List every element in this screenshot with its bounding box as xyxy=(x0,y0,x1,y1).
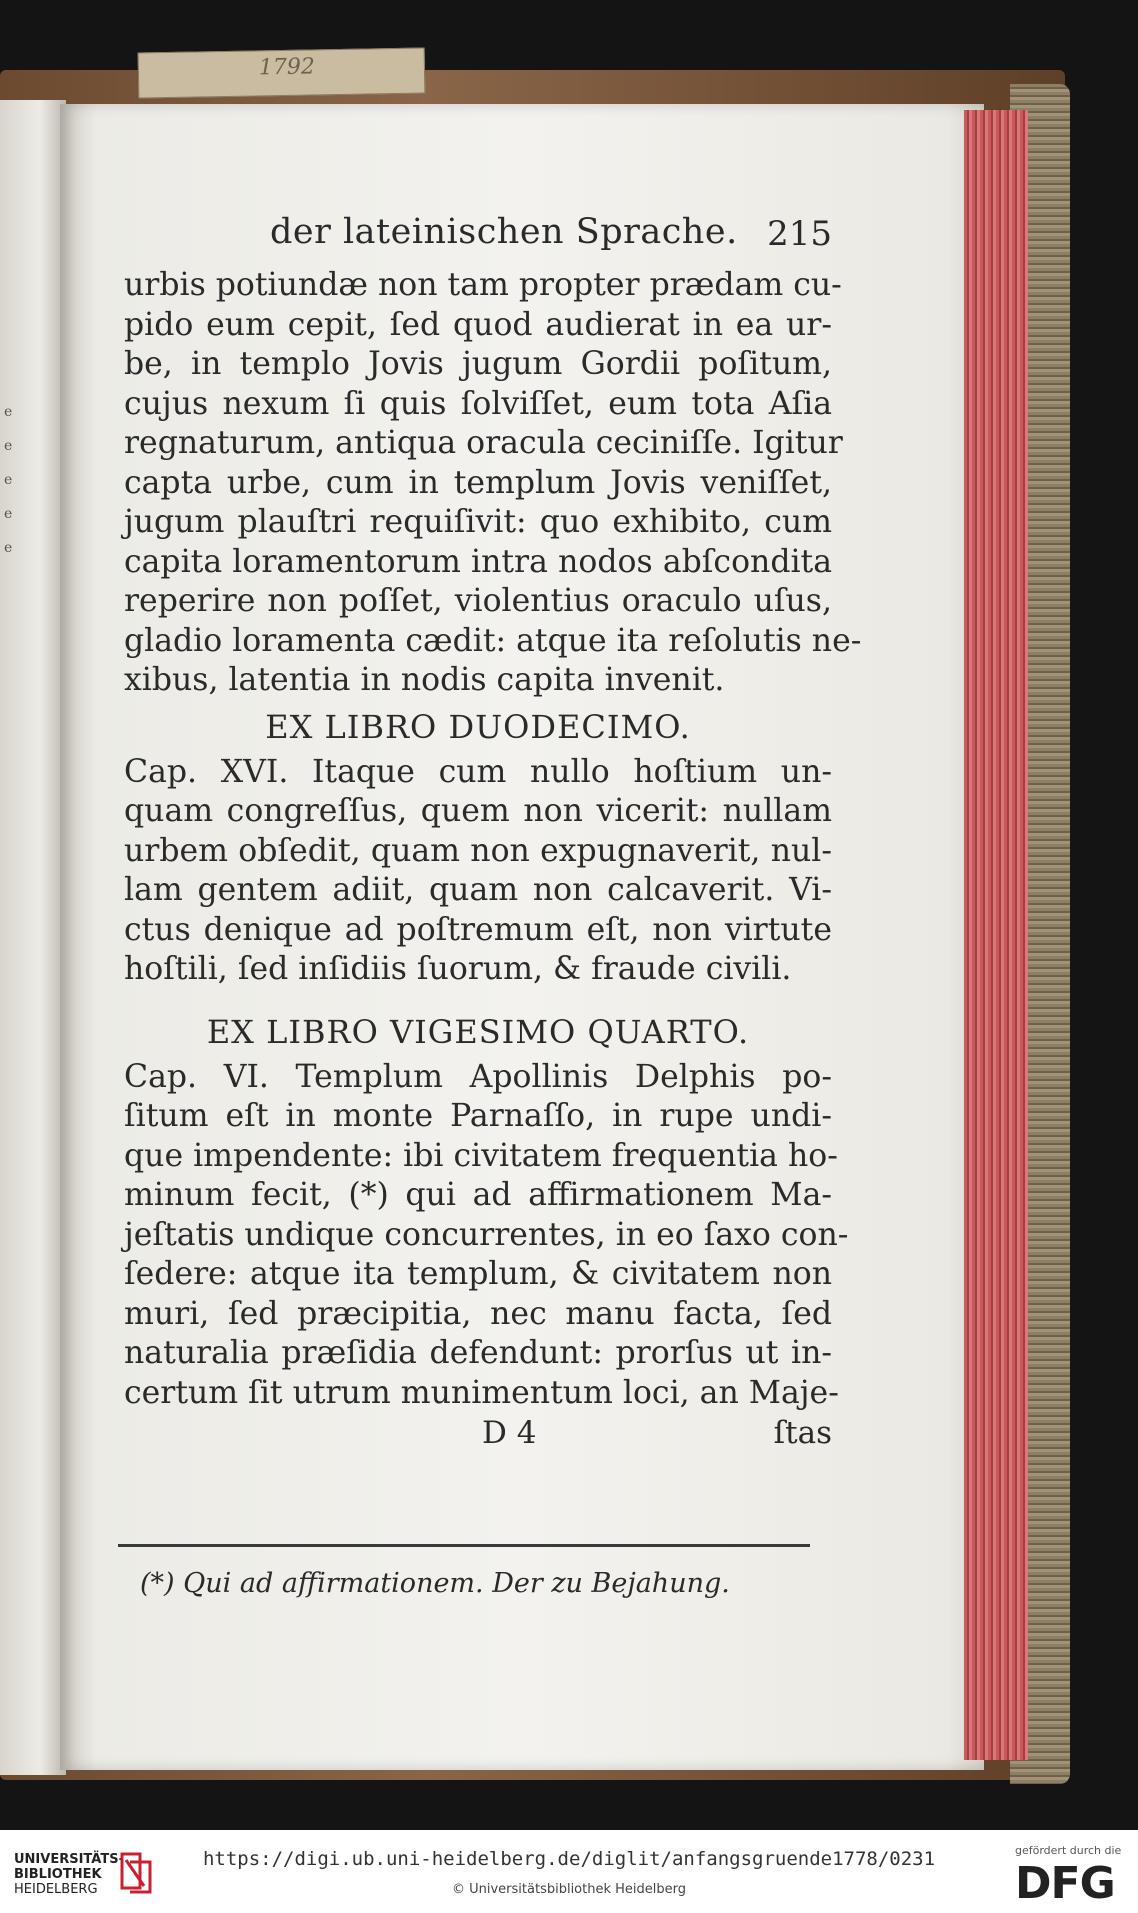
text-line: capta urbe, cum in templum Jovis veniſſet, xyxy=(124,464,832,501)
page-number: 215 xyxy=(767,214,832,254)
text-line: certum ſit utrum munimentum loci, an Maje- xyxy=(124,1374,839,1411)
text-line: pido eum cepit, ſed quod audierat in ea ur- xyxy=(124,306,832,343)
running-head-title: der lateinischen Sprache. xyxy=(270,212,738,252)
logo-line: HEIDELBERG xyxy=(14,1882,98,1897)
text-line: ctus denique ad poſtremum eſt, non virtute xyxy=(124,911,832,948)
text-line: hoſtili, ſed inſidiis ſuorum, & fraude civili. xyxy=(124,951,792,987)
catchword: ſtas xyxy=(773,1415,832,1451)
text-line: ſitum eſt in monte Parnaſſo, in rupe undi- xyxy=(124,1098,832,1134)
section-heading-duodecimo: EX LIBRO DUODECIMO. xyxy=(265,707,691,746)
page-text xyxy=(124,212,862,1453)
text-line: regnaturum, antiqua oracula ceciniſſe. Igitur xyxy=(124,425,843,461)
text-line: Cap. VI. Templum Apollinis Delphis po- xyxy=(124,1058,832,1095)
text-line: cujus nexum ſi quis ſolviſſet, eum tota Aſia xyxy=(124,385,832,422)
logo-line: UNIVERSITÄTS- xyxy=(14,1852,124,1867)
text-line: jugum plauſtri requiſivit: quo exhibito, cum xyxy=(124,504,832,540)
text-line: xibus, latentia in nodis capita invenit. xyxy=(124,662,725,698)
text-line: capita loramentorum intra nodos abſcondita xyxy=(124,543,832,580)
text-line: be, in templo Jovis jugum Gordii poſitum, xyxy=(124,346,832,382)
footnote-rule xyxy=(118,1544,810,1547)
text-line: minum fecit, (*) qui ad affirmationem Ma- xyxy=(124,1177,832,1213)
paragraph-3 xyxy=(124,1058,849,1414)
dfg-logo: DFG xyxy=(1015,1858,1115,1909)
running-head xyxy=(124,212,832,266)
red-page-edges xyxy=(964,110,1028,1760)
logo-line: BIBLIOTHEK xyxy=(14,1867,102,1882)
permalink-url[interactable]: https://digi.ub.uni-heidelberg.de/diglit/anfangsgruende1778/0231 xyxy=(202,1848,936,1870)
text-line: que impendente: ibi civitatem frequentia ho- xyxy=(124,1137,838,1174)
signature-mark: D 4 xyxy=(482,1415,537,1451)
left-page-marks: e e e e e xyxy=(4,404,13,556)
spine-label-text: 1792 xyxy=(258,54,316,81)
spine-label xyxy=(138,47,426,98)
funded-by-label: gefördert durch die xyxy=(1015,1844,1122,1857)
text-line: jeſtatis undique concurrentes, in eo ſaxo con- xyxy=(124,1216,849,1253)
text-line: Cap. XVI. Itaque cum nullo hoſtium un- xyxy=(124,753,832,790)
viewer-footer xyxy=(0,1830,1138,1913)
paragraph-1 xyxy=(124,266,862,701)
text-line: muri, ſed præcipitia, nec manu facta, ſed xyxy=(124,1295,832,1332)
left-page-edge xyxy=(0,100,66,1775)
text-line: lam gentem adiit, quam non calcaverit. Vi- xyxy=(124,872,832,908)
text-line: quam congreſſus, quem non vicerit: nullam xyxy=(124,793,832,829)
text-line: reperire non poſſet, violentius oraculo uſus, xyxy=(124,583,832,619)
text-line: gladio loramenta cædit: atque ita reſolutis ne- xyxy=(124,622,862,659)
footnote: (*) Qui ad affirmationem. Der zu Bejahung. xyxy=(140,1568,730,1599)
text-line: urbis potiundæ non tam propter prædam cu- xyxy=(124,267,842,303)
text-line: ſedere: atque ita templum, & civitatem non xyxy=(124,1256,832,1292)
section-heading-vigesimo-quarto: EX LIBRO VIGESIMO QUARTO. xyxy=(206,1012,750,1051)
copyright-notice: © Universitätsbibliothek Heidelberg xyxy=(451,1882,686,1897)
text-line: naturalia præſidia defendunt: prorſus ut in- xyxy=(124,1335,832,1371)
paragraph-2 xyxy=(124,753,832,990)
page-foot-line xyxy=(124,1413,832,1453)
text-line: urbem obſedit, quam non expugnaverit, nul- xyxy=(124,832,832,869)
